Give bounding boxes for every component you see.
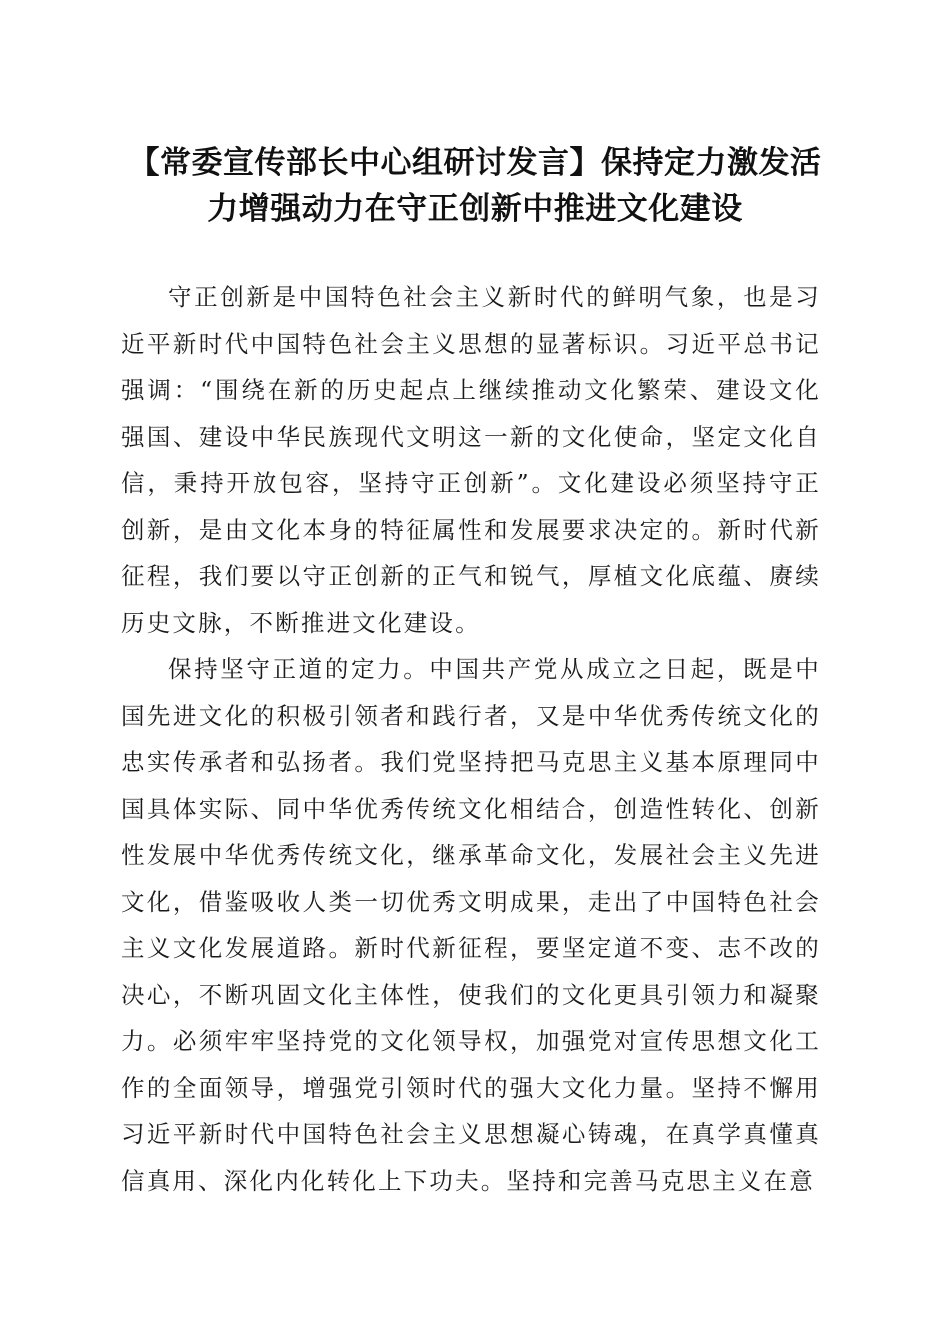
paragraph-keep-path: 保持坚守正道的定力。中国共产党从成立之日起，既是中国先进文化的积极引领者和践行者，又是中华优秀传统文化的忠实传承者和弘扬者。我们党坚持把马克思主义基本原理同中国具体实际、同中华优秀传统文化相结合，创造性转化、创新性发展中华优秀传统文化，继承革命文化，发展社会主义先进文化，借鉴吸收人类一切优秀文明成果，走出了中国特色社会主义文化发展道路。新时代新征程，要坚定道不变、志不改的决心，不断巩固文化主体性，使我们的文化更具引领力和凝聚力。必须牢牢坚持党的文化领导权，加强党对宣传思想文化工作的全面领导，增强党引领时代的强大文化力量。坚持不懈用习近平新时代中国特色社会主义思想凝心铸魂，在真学真懂真信真用、深化内化转化上下功夫。坚持和完善马克思主义在意 [121, 655, 821, 1195]
document-body [121, 274, 821, 1204]
document-title: 【常委宣传部长中心组研讨发言】保持定力激发活力增强动力在守正创新中推进文化建设 [128, 145, 822, 227]
paragraph-intro: 守正创新是中国特色社会主义新时代的鲜明气象，也是习近平新时代中国特色社会主义思想的显著标识。习近平总书记强调：“围绕在新的历史起点上继续推动文化繁荣、建设文化强国、建设中华民族现代文明这一新的文化使命，坚定文化自信，秉持开放包容，坚持守正创新”。文化建设必须坚持守正创新，是由文化本身的特征属性和发展要求决定的。新时代新征程，我们要以守正创新的正气和锐气，厚植文化底蕴、赓续历史文脉，不断推进文化建设。 [121, 283, 821, 637]
